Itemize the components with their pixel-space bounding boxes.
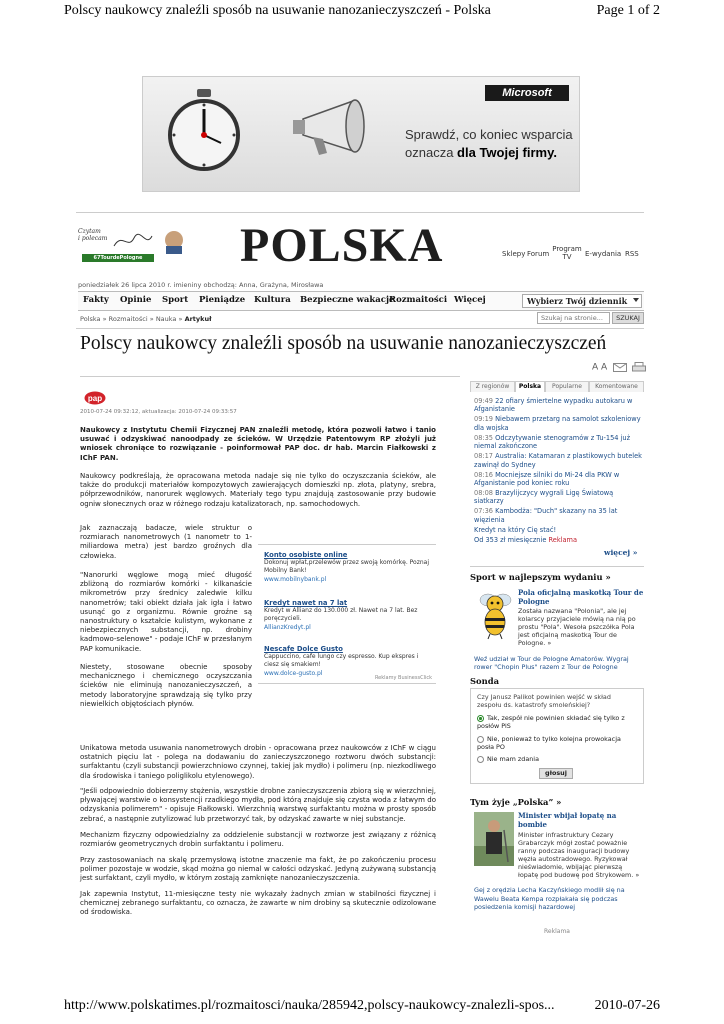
- print-date: 2010-07-26: [594, 998, 660, 1013]
- poll-question: Czy Janusz Palikot powinien wejść w skład zespołu ds. katastrofy smoleńskiej?: [477, 693, 611, 710]
- sport-article-title[interactable]: Pola oficjalną maskotką Tour de Pologne: [518, 588, 644, 606]
- banner-ad[interactable]: [142, 76, 580, 192]
- print-page-number: Page 1 of 2: [596, 3, 660, 18]
- divider: [76, 328, 644, 329]
- list-item[interactable]: 08:35 Odczytywanie stenogramów z Tu-154 już niemal zakończone: [474, 433, 631, 451]
- tz-article-title[interactable]: Minister wbijał łopatę na bombie: [518, 811, 617, 829]
- poll-box: [470, 688, 644, 784]
- top-link-program-tv[interactable]: Program TV: [552, 245, 582, 261]
- banner-text-line2: oznacza dla Twojej firmy.: [405, 145, 557, 160]
- tour-de-pologne-promo[interactable]: Czytam i polecam 67TourdePologne: [78, 228, 188, 262]
- breadcrumb-current: Artykuł: [184, 315, 212, 323]
- article-paragraph: Mechanizm fizyczny odpowiedzialny za oddzielenie substancji w roztworze jest związany z różnicą rozmiarów geometrycznych drobin surfaktantu i polimeru.: [80, 831, 436, 849]
- divider: [80, 376, 460, 377]
- polska-logo[interactable]: POLSKA: [240, 219, 444, 272]
- nav-item-sport[interactable]: Sport: [162, 295, 189, 305]
- search-input[interactable]: [537, 312, 610, 324]
- article-lead: Naukowcy z Instytutu Chemii Fizycznej PAN znaleźli metodę, która pozwoli łatwo i tanio usuwać i odzyskiwać nanoodpady ze ścieków. W Urzędzie Patentowym RP złożyli już wniosek chroniące to rozwiązanie - poinformował PAP doc. dr hab. Marcin Fiałkowski z IChF PAN.: [80, 426, 436, 462]
- top-link-rss[interactable]: RSS: [625, 250, 639, 258]
- list-item[interactable]: 08:16 Mocniejsze silniki do Mi-24 dla PKW w Afganistanie pod koniec roku: [474, 470, 620, 488]
- section-heading-sonda: Sonda: [470, 676, 500, 686]
- list-item[interactable]: 09:19 Niebawem przetarg na samolot szkoleniowy dla wojska: [474, 415, 641, 432]
- article-paragraph: Naukowcy podkreślają, że opracowana metoda nadaje się nie tylko do oczyszczania ścieków, ale także do produkcji materiałów kompozytowych zawierających domieszki np. złota, platyny, srebra, półprzewodników, nanorurek węglowych. Materiały tego typu znajdują zastosowanie przy budowie ogniw słonecznych oraz w różnego rodzaju katalizatorach, np. samochodowych.: [80, 472, 436, 508]
- ad-title[interactable]: Kredyt nawet na 7 lat: [264, 599, 348, 607]
- sport-article-text: Została nazwana "Polonia", ale jej kolarscy przyjaciele mówią na nią po prostu "Pola". Wesoła pszczółka Pola jest oficjalną maskotką Tour de Pologne. »: [518, 607, 636, 647]
- inline-ad-box: [258, 544, 436, 684]
- section-heading-sport[interactable]: Sport w najlepszym wydaniu »: [470, 572, 611, 582]
- nav-item-pieniadze[interactable]: Pieniądze: [199, 295, 246, 305]
- divider: [470, 566, 644, 567]
- top-link-e-wydania[interactable]: E-wydania: [585, 250, 622, 258]
- sponsored-link[interactable]: Od 353 zł miesięcznie Reklama: [474, 535, 577, 544]
- clock-icon: [165, 87, 243, 177]
- pap-logo: [84, 391, 106, 405]
- radio-icon[interactable]: [477, 756, 484, 763]
- article-paragraph: Niestety, stosowane obecnie sposoby mechanicznego i chemicznego oczyszczania ścieków nie eliminują nanozanieczyszczeń, a metody laboratoryjne sprawdzają się tylko przy niewielkich objętościach płynów.: [80, 663, 252, 708]
- ad-body: Dokonuj wpłat,przelewów przez swoją komórkę. Poznaj Mobilny Bank!: [264, 559, 430, 574]
- article-paragraph: Unikatowa metoda usuwania nanometrowych drobin - opracowana przez naukowców z IChF w ciągu ostatnich pięciu lat - polega na dodawaniu do zanieczyszczonego roztworu dwóch substancji: surfaktantu (czyli substancji powierzchniowo czynnej, takiej jak mydło) i polimeru (np. niezkodliwego dla środowiska i taniego poliglikolu etylenowego).: [80, 744, 436, 780]
- divider: [76, 212, 644, 213]
- list-item[interactable]: 08:08 Brazylijczycy wygrali Ligę Światową siatkarzy: [474, 489, 614, 506]
- nav-item-rozmaitosci[interactable]: Rozmaitości: [389, 295, 448, 305]
- article-paragraph: Jak zapewnia Instytut, 11-miesięczne testy nie wykazały żadnych zmian w stabilności fizycznej i chemicznej zebranego surfaktantu, co oznacza, że zawarte w nim drobiny są skutecznie odizolowane od środowiska.: [80, 890, 436, 917]
- news-tabs: [470, 381, 644, 392]
- font-size-control[interactable]: A A: [592, 362, 608, 373]
- article-tools: [592, 362, 646, 373]
- signature-icon: [112, 228, 188, 254]
- top-link-sklepy[interactable]: Sklepy: [502, 250, 526, 258]
- print-icon[interactable]: [632, 362, 646, 372]
- nav-item-bezpieczne-wakacje[interactable]: Bezpieczne wakacje: [300, 295, 395, 305]
- vote-button[interactable]: głosuj: [539, 768, 573, 779]
- nav-item-opinie[interactable]: Opinie: [120, 295, 152, 305]
- banner-text-line1: Sprawdź, co koniec wsparcia: [405, 127, 573, 142]
- date-line: poniedziałek 26 lipca 2010 r. imieniny obchodzą: Anna, Grażyna, Mirosława: [78, 281, 324, 289]
- ad-label: Reklamy BusinessClick: [374, 675, 432, 681]
- print-url: http://www.polskatimes.pl/rozmaitosci/nauka/285942,polscy-naukowcy-znalezli-spos...: [64, 998, 555, 1013]
- article-meta: 2010-07-24 09:32:12, aktualizacja: 2010-07-24 09:33:57: [80, 409, 237, 415]
- ad-title[interactable]: Konto osobiste online: [264, 551, 348, 559]
- article-paragraph: Jak zaznaczają badacze, wiele struktur o rozmiarach nanometrowych (1 nanometr to 1-miliardowa metra) jest bardzo groźnych dla człowieka.: [80, 524, 252, 560]
- search-button[interactable]: SZUKAJ: [612, 312, 644, 324]
- list-item[interactable]: 08:17 Australia: Katamaran z plastikowych butelek zawinął do Sydney: [474, 452, 642, 469]
- ad-label: Reklama: [544, 928, 570, 935]
- ad-body: Cappuccino, cafe lungo czy espresso. Kup ekspres i ciesz się smakiem!: [264, 653, 419, 668]
- poll-option[interactable]: Nie mam zdania: [477, 755, 637, 763]
- minister-photo[interactable]: [474, 812, 514, 866]
- ad-url[interactable]: www.mobilnybank.pl: [264, 576, 327, 583]
- ad-url[interactable]: AllianzKredyt.pl: [264, 624, 311, 631]
- top-link-forum[interactable]: Forum: [527, 250, 550, 258]
- main-nav: [78, 291, 644, 311]
- section-heading-tym-zyje[interactable]: Tym żyje „Polska” »: [470, 797, 562, 807]
- nav-item-kultura[interactable]: Kultura: [254, 295, 291, 305]
- poll-option[interactable]: Nie, ponieważ to tylko kolejna prowokacja posła PO: [477, 735, 621, 751]
- email-icon[interactable]: [613, 363, 627, 372]
- poll-option[interactable]: Tak, zespół nie powinien składać się tylko z posłów PiS: [477, 714, 625, 730]
- tab-polska[interactable]: Polska: [515, 381, 545, 392]
- ad-url[interactable]: www.dolce-gusto.pl: [264, 670, 323, 677]
- nav-item-wiecej[interactable]: Więcej: [454, 295, 486, 305]
- article-paragraph: Przy zastosowaniach na skalę przemysłową istotne znaczenie ma fakt, że po zakończeniu procesu polimer pozostaje w wodzie, skąd można go niemal w całości odzyskać. Jedyną zużywaną substancją jest surfaktant, czyli mydło, w którym zostają zamknięte nanozanieczyszczenia.: [80, 856, 436, 883]
- breadcrumb-polska[interactable]: Polska: [80, 315, 101, 323]
- article-paragraph: "Jeśli odpowiednio dobierzemy stężenia, wszystkie drobne zanieczyszczenia zbiorą się w wierzchniej, pływającej warstwie o konsystencji rzadkiego mydła, pod którą znajduje się czysta woda z łatwym do odzyskania polimerem" - opisuje Fiałkowski. Wierzchnią warstwę surfaktantu można w prosty sposób zebrać, a następnie zutylizować lub przetworzyć tak, by odzyskać zawarte w niej substancje.: [80, 787, 436, 823]
- ad-title[interactable]: Nescafe Dolce Gusto: [264, 645, 343, 653]
- breadcrumb-nauka[interactable]: Nauka: [155, 315, 177, 323]
- article-paragraph: "Nanorurki węglowe mogą mieć długość zbliżoną do rozmiarów komórki - kilkanaście mikrometrów przy średnicy zaledwie kilku nanometrów; taki obiekt działa jak igła i łatwo usunąć go z organizmu. Równie groźne są nanostruktury o kształcie kulistym, wykonane z niebezpiecznych substancji, np. drobiny kadmowo-selenowe" - podaje IChF w przesłanym PAP komunikacie.: [80, 571, 252, 653]
- news-list: [474, 397, 644, 546]
- microsoft-logo: Microsoft: [485, 85, 569, 101]
- tab-z-regionow[interactable]: Z regionów: [470, 381, 515, 392]
- promo-badge: 67TourdePologne: [82, 254, 154, 262]
- chevron-down-icon: [633, 298, 639, 302]
- nav-item-fakty[interactable]: Fakty: [83, 295, 109, 305]
- tab-komentowane[interactable]: Komentowane: [589, 381, 644, 392]
- bee-mascot-image[interactable]: [478, 588, 512, 640]
- tz-article-text: Minister infrastruktury Cezary Grabarczyk mógł zostać poważnie ranny podczas inauguracji budowy węzła autostradowego. Ryzykował nieświadomie, wbijając pierwszą łopatę pod budowę pod Strykowem. »: [518, 831, 640, 879]
- page-title: Polscy naukowcy znaleźli sposób na usuwanie nanozanieczyszczeń: [80, 333, 607, 354]
- breadcrumb-rozmaitosci[interactable]: Rozmaitości: [108, 315, 148, 323]
- ad-body: Kredyt w Allianz do 130.000 zł. Nawet na 7 lat. Bez poręczycieli.: [264, 607, 418, 622]
- list-item[interactable]: 07:36 Kambodża: "Duch" skazany na 35 lat więzienia: [474, 507, 618, 524]
- print-title: Polscy naukowcy znaleźli sposób na usuwanie nanozanieczyszczeń - Polska: [64, 3, 491, 18]
- radio-selected-icon[interactable]: [477, 715, 484, 722]
- svg-text:pap: pap: [87, 394, 103, 403]
- list-item[interactable]: 09:49 22 ofiary śmiertelne wypadku autokaru w Afganistanie: [474, 397, 633, 414]
- tz-links[interactable]: Gej z orędzia Lecha Kaczyńskiego modlił się na Wawelu Beata Kempa rozpłakała się podczas posiedzenia komisji hazardowej: [474, 886, 625, 912]
- tab-popularne[interactable]: Popularne: [545, 381, 589, 392]
- newspaper-select[interactable]: Wybierz Twój dziennik: [522, 294, 642, 308]
- sponsored-link[interactable]: Kredyt na który Cię stać!: [474, 525, 557, 534]
- radio-icon[interactable]: [477, 736, 484, 743]
- sport-links[interactable]: Weź udział w Tour de Pologne Amatorów. Wygraj rower "Chopin Plus" razem z Tour de Pologne: [474, 655, 629, 672]
- breadcrumb: Polska » Rozmaitości » Nauka » Artykuł: [80, 315, 212, 323]
- more-news-link[interactable]: więcej »: [604, 548, 638, 557]
